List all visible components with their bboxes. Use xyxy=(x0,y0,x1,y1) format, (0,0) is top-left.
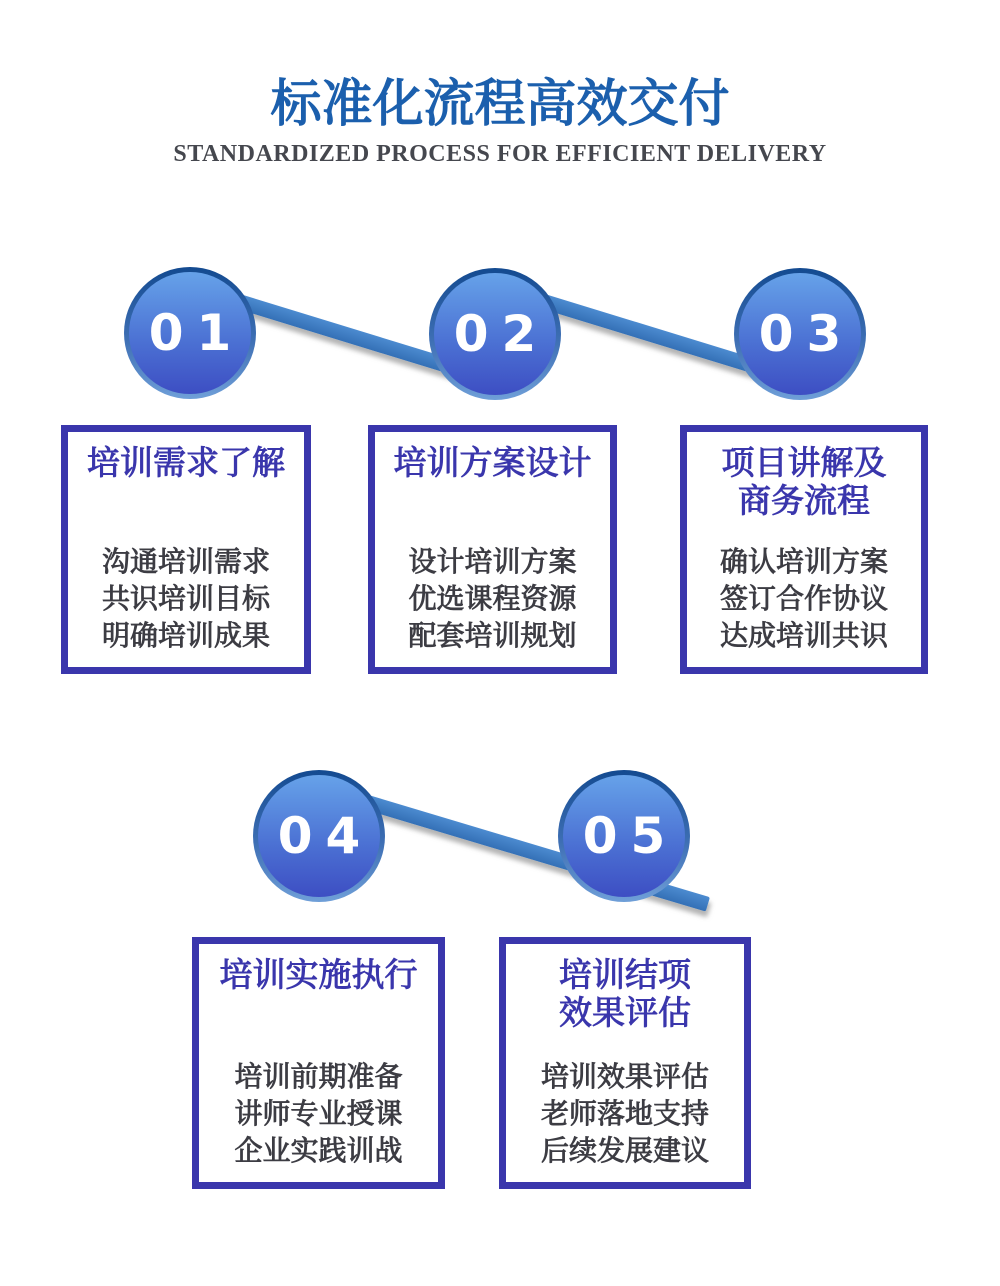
step-card-1-items xyxy=(68,543,304,654)
list-item: 确认培训方案 xyxy=(719,546,888,577)
step-card-4-title-line-1: 培训实施执行 xyxy=(219,956,418,993)
step-card-2 xyxy=(368,425,617,674)
list-item: 达成培训共识 xyxy=(719,620,888,651)
step-number-04: 04 xyxy=(277,807,374,865)
step-card-5-items xyxy=(506,1058,744,1169)
list-item: 配套培训规划 xyxy=(408,620,577,651)
list-item: 签订合作协议 xyxy=(719,583,888,614)
step-card-3-items xyxy=(687,543,921,654)
step-number-02: 02 xyxy=(453,305,550,363)
step-circle-04 xyxy=(253,770,385,902)
step-number-05: 05 xyxy=(582,807,679,865)
step-circle-03-face xyxy=(739,273,861,395)
step-number-03: 03 xyxy=(758,305,855,363)
list-item: 企业实践训战 xyxy=(234,1135,403,1166)
list-item: 培训前期准备 xyxy=(234,1061,403,1092)
step-circle-04-face xyxy=(258,775,380,897)
step-card-3-title-line-1: 项目讲解及 xyxy=(721,444,887,481)
step-card-4 xyxy=(192,937,445,1189)
list-item: 讲师专业授课 xyxy=(234,1098,403,1129)
list-item: 沟通培训需求 xyxy=(101,546,270,577)
step-circle-05-face xyxy=(563,775,685,897)
list-item: 共识培训目标 xyxy=(101,583,270,614)
step-card-1-title-line-1: 培训需求了解 xyxy=(87,444,285,481)
step-card-4-title xyxy=(199,956,438,994)
list-item: 后续发展建议 xyxy=(540,1135,709,1166)
step-card-3-title-line-2: 商务流程 xyxy=(738,482,870,519)
step-card-1-title xyxy=(68,444,304,482)
step-circle-01 xyxy=(124,267,256,399)
step-card-2-title xyxy=(375,444,610,482)
list-item: 老师落地支持 xyxy=(540,1098,709,1129)
step-circle-01-face xyxy=(129,272,251,394)
list-item: 优选课程资源 xyxy=(408,583,577,614)
step-card-5-title xyxy=(506,956,744,1032)
page-title: 标准化流程高效交付 xyxy=(270,75,730,132)
list-item: 明确培训成果 xyxy=(101,620,270,651)
step-circle-02 xyxy=(429,268,561,400)
step-circle-03 xyxy=(734,268,866,400)
step-card-3-title xyxy=(687,444,921,520)
page-subtitle: STANDARDIZED PROCESS FOR EFFICIENT DELIVERY xyxy=(173,141,827,167)
step-circle-02-face xyxy=(434,273,556,395)
step-card-2-items xyxy=(375,543,610,654)
list-item: 培训效果评估 xyxy=(540,1061,709,1092)
step-card-5 xyxy=(499,937,751,1189)
step-card-3 xyxy=(680,425,928,674)
list-item: 设计培训方案 xyxy=(408,546,577,577)
step-card-4-items xyxy=(199,1058,438,1169)
step-number-01: 01 xyxy=(148,304,245,362)
step-circle-05 xyxy=(558,770,690,902)
step-card-5-title-line-2: 效果评估 xyxy=(559,994,691,1031)
step-card-2-title-line-1: 培训方案设计 xyxy=(393,444,592,481)
step-card-1 xyxy=(61,425,311,674)
step-card-5-title-line-1: 培训结项 xyxy=(559,956,691,993)
